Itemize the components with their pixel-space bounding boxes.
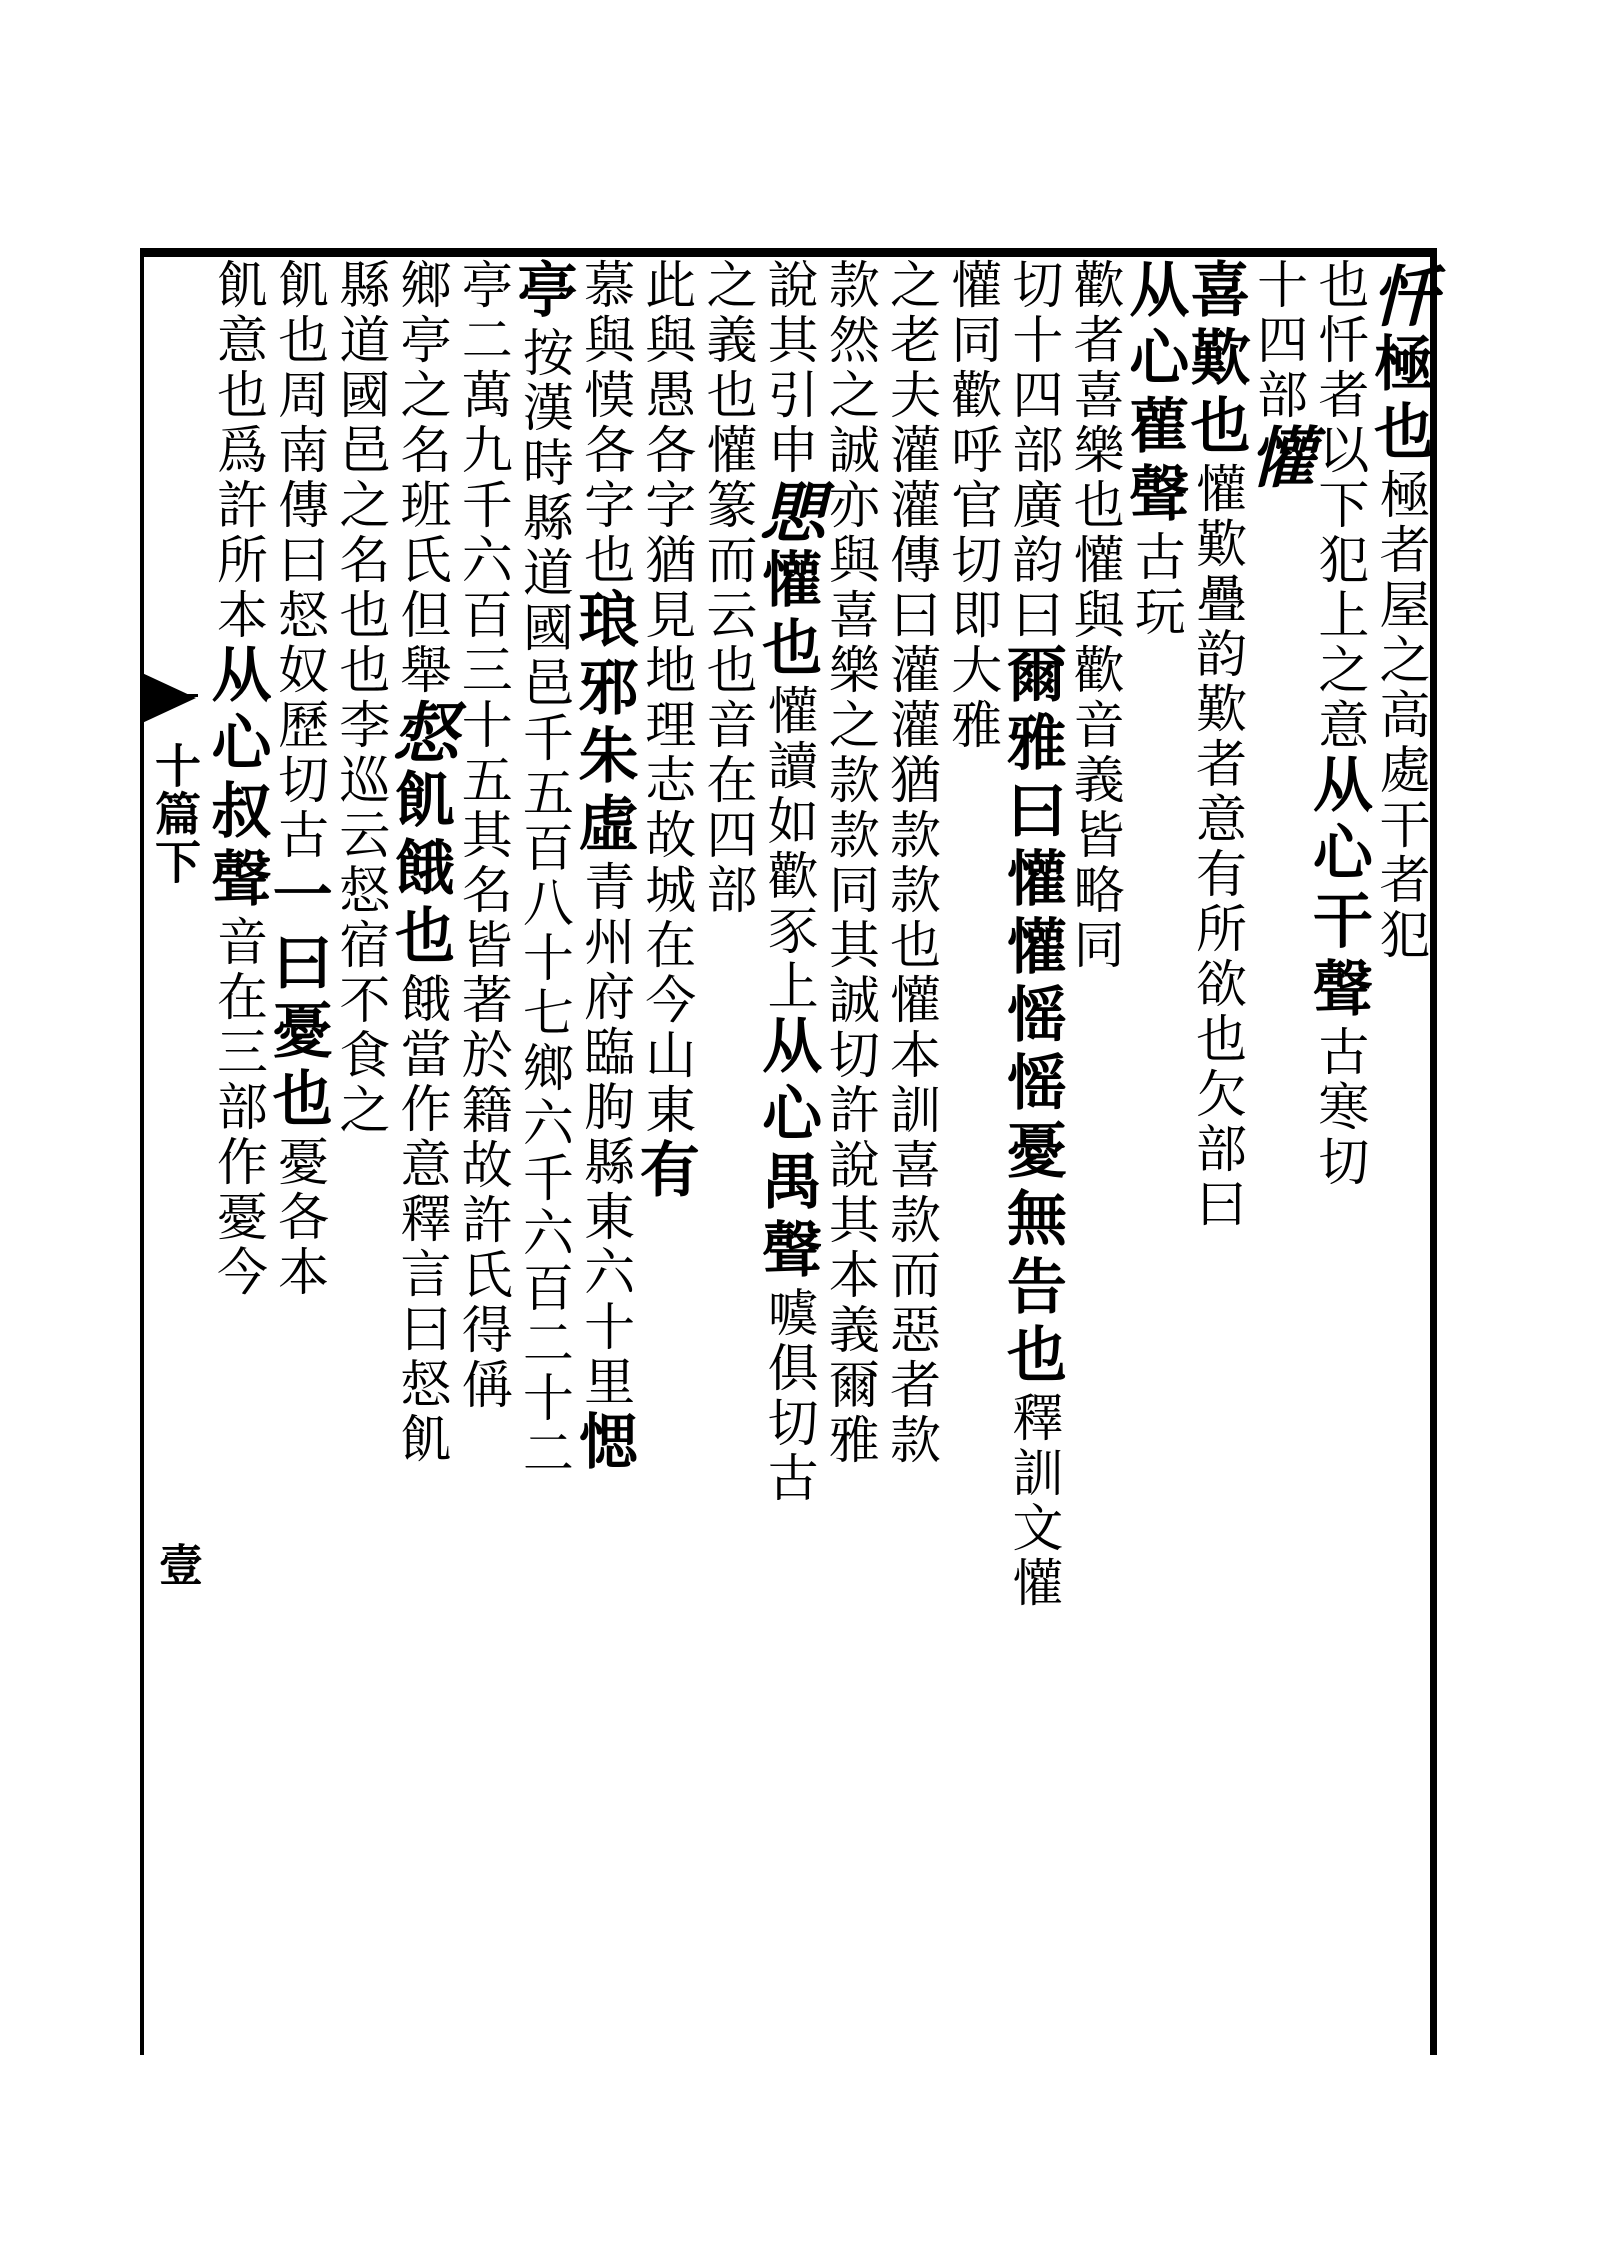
seal-script-character: 愳 (748, 478, 827, 548)
seal-script-character: 惄 (381, 698, 459, 768)
commentary-text: 釋訓文懽 (1002, 1391, 1062, 1611)
commentary-text: 縣道國邑之名也 (329, 258, 389, 643)
text-column (1237, 258, 1316, 2038)
text-column (818, 258, 879, 2038)
commentary-text: 款然之誠亦與喜樂之款款同其誠切許說其本義爾雅 (819, 258, 879, 1468)
commentary-text: 之老夫灌灌傳曰灌灌猶款款也懽本訓喜款而惡者款 (880, 258, 940, 1468)
main-entry-text: 从心叔聲 (201, 643, 272, 915)
text-column (1119, 258, 1190, 2038)
text-column (1180, 258, 1251, 2038)
commentary-text: 之義也 (696, 258, 756, 423)
commentary-text: 即大雅 (941, 588, 1001, 753)
commentary-text: 鄉亭之名班氏但舉 (391, 258, 450, 698)
commentary-text: 也忏者以下犯上之意 (1308, 258, 1368, 753)
text-column (879, 258, 940, 2038)
seal-script-character: 忏 (1360, 262, 1438, 332)
commentary-text: 切十四部廣韵曰 (1002, 258, 1062, 643)
text-column (941, 258, 1002, 2038)
commentary-text: 懽讀如歡豕上 (758, 684, 818, 1014)
banxin-chapter-title: 十篇下 (148, 742, 202, 886)
commentary-text: 餓當作意釋言曰惄飢 (391, 972, 450, 1467)
fishtail-mark-icon (140, 672, 196, 724)
commentary-text: 亭二萬九千六百三十五其名皆著於籍故許氏得偁 (452, 258, 512, 1413)
main-entry-text: 一曰憂也 (262, 863, 333, 1135)
text-body (201, 258, 1438, 2038)
commentary-text: 青州府臨朐縣東六十里 (574, 860, 634, 1410)
main-entry-text: 飢餓也 (385, 768, 455, 972)
text-column (748, 258, 827, 2038)
commentary-text: 音在三部 (207, 915, 267, 1135)
commentary-text: 極者屋之高處干者犯 (1370, 468, 1429, 963)
commentary-text: 懽歎疊韵歎者意有所欲也欠部曰 (1186, 462, 1246, 1232)
commentary-text: 飢意也爲許所本 (207, 258, 267, 643)
main-entry-text: 从心干聲 (1302, 753, 1373, 1025)
main-entry-text: 琅邪朱虛 (568, 588, 639, 860)
commentary-text: 噳俱切古 (758, 1286, 818, 1506)
commentary-text: 古玩 (1125, 530, 1185, 640)
text-column (996, 258, 1067, 2038)
main-entry-text: 从心禺聲 (752, 1014, 823, 1286)
commentary-text: 憂各本 (268, 1135, 328, 1300)
commentary-text: 按漢時縣道國邑千五百八十七鄉六千六百二十二 (513, 326, 573, 1481)
main-entry-text: 極也 (1364, 332, 1434, 468)
commentary-text: 也李巡云惄宿不食之 (329, 643, 389, 1138)
text-column (451, 258, 512, 2038)
text-column (381, 258, 459, 2038)
main-entry-text: 懽也 (752, 548, 823, 684)
main-entry-text: 从心雚聲 (1119, 258, 1190, 530)
main-entry-text: 愢 (568, 1410, 639, 1478)
text-column (1063, 258, 1124, 2038)
main-entry-text: 爾雅曰懽懽愮愮憂無告也 (996, 643, 1067, 1391)
main-entry-text: 亭 (507, 258, 578, 326)
commentary-text: 奴歷切古 (268, 643, 328, 863)
commentary-text: 飢也周南傳曰惄 (268, 258, 328, 643)
fishtail-divider (140, 694, 198, 697)
text-column (629, 258, 700, 2038)
commentary-text: 說其引申 (758, 258, 818, 478)
text-column (1360, 258, 1438, 2042)
text-column (262, 258, 333, 2038)
seal-script-character: 懽 (1237, 423, 1316, 493)
commentary-text: 十四部 (1247, 258, 1307, 423)
main-entry-text: 喜歎也 (1180, 258, 1251, 462)
text-column (201, 258, 272, 2038)
commentary-text: 音在四部 (696, 698, 756, 918)
commentary-text: 懽篆而云也 (696, 423, 756, 698)
main-entry-text: 有 (629, 1138, 700, 1206)
text-column (329, 258, 390, 2038)
text-column (1302, 258, 1373, 2038)
commentary-text: 此與愚各字猶見地理志故城在今山東 (635, 258, 695, 1138)
text-column (568, 258, 639, 2038)
commentary-text: 古寒切 (1308, 1025, 1368, 1190)
commentary-text: 懽同歡呼官切 (941, 258, 1001, 588)
commentary-text: 慕與慔各字也 (574, 258, 634, 588)
commentary-text: 作憂今 (207, 1135, 267, 1300)
text-column (507, 258, 578, 2038)
banxin-page-number: 壹 (151, 1542, 202, 1586)
commentary-text: 歡者喜樂也懽與歡音義皆略同 (1064, 258, 1124, 973)
